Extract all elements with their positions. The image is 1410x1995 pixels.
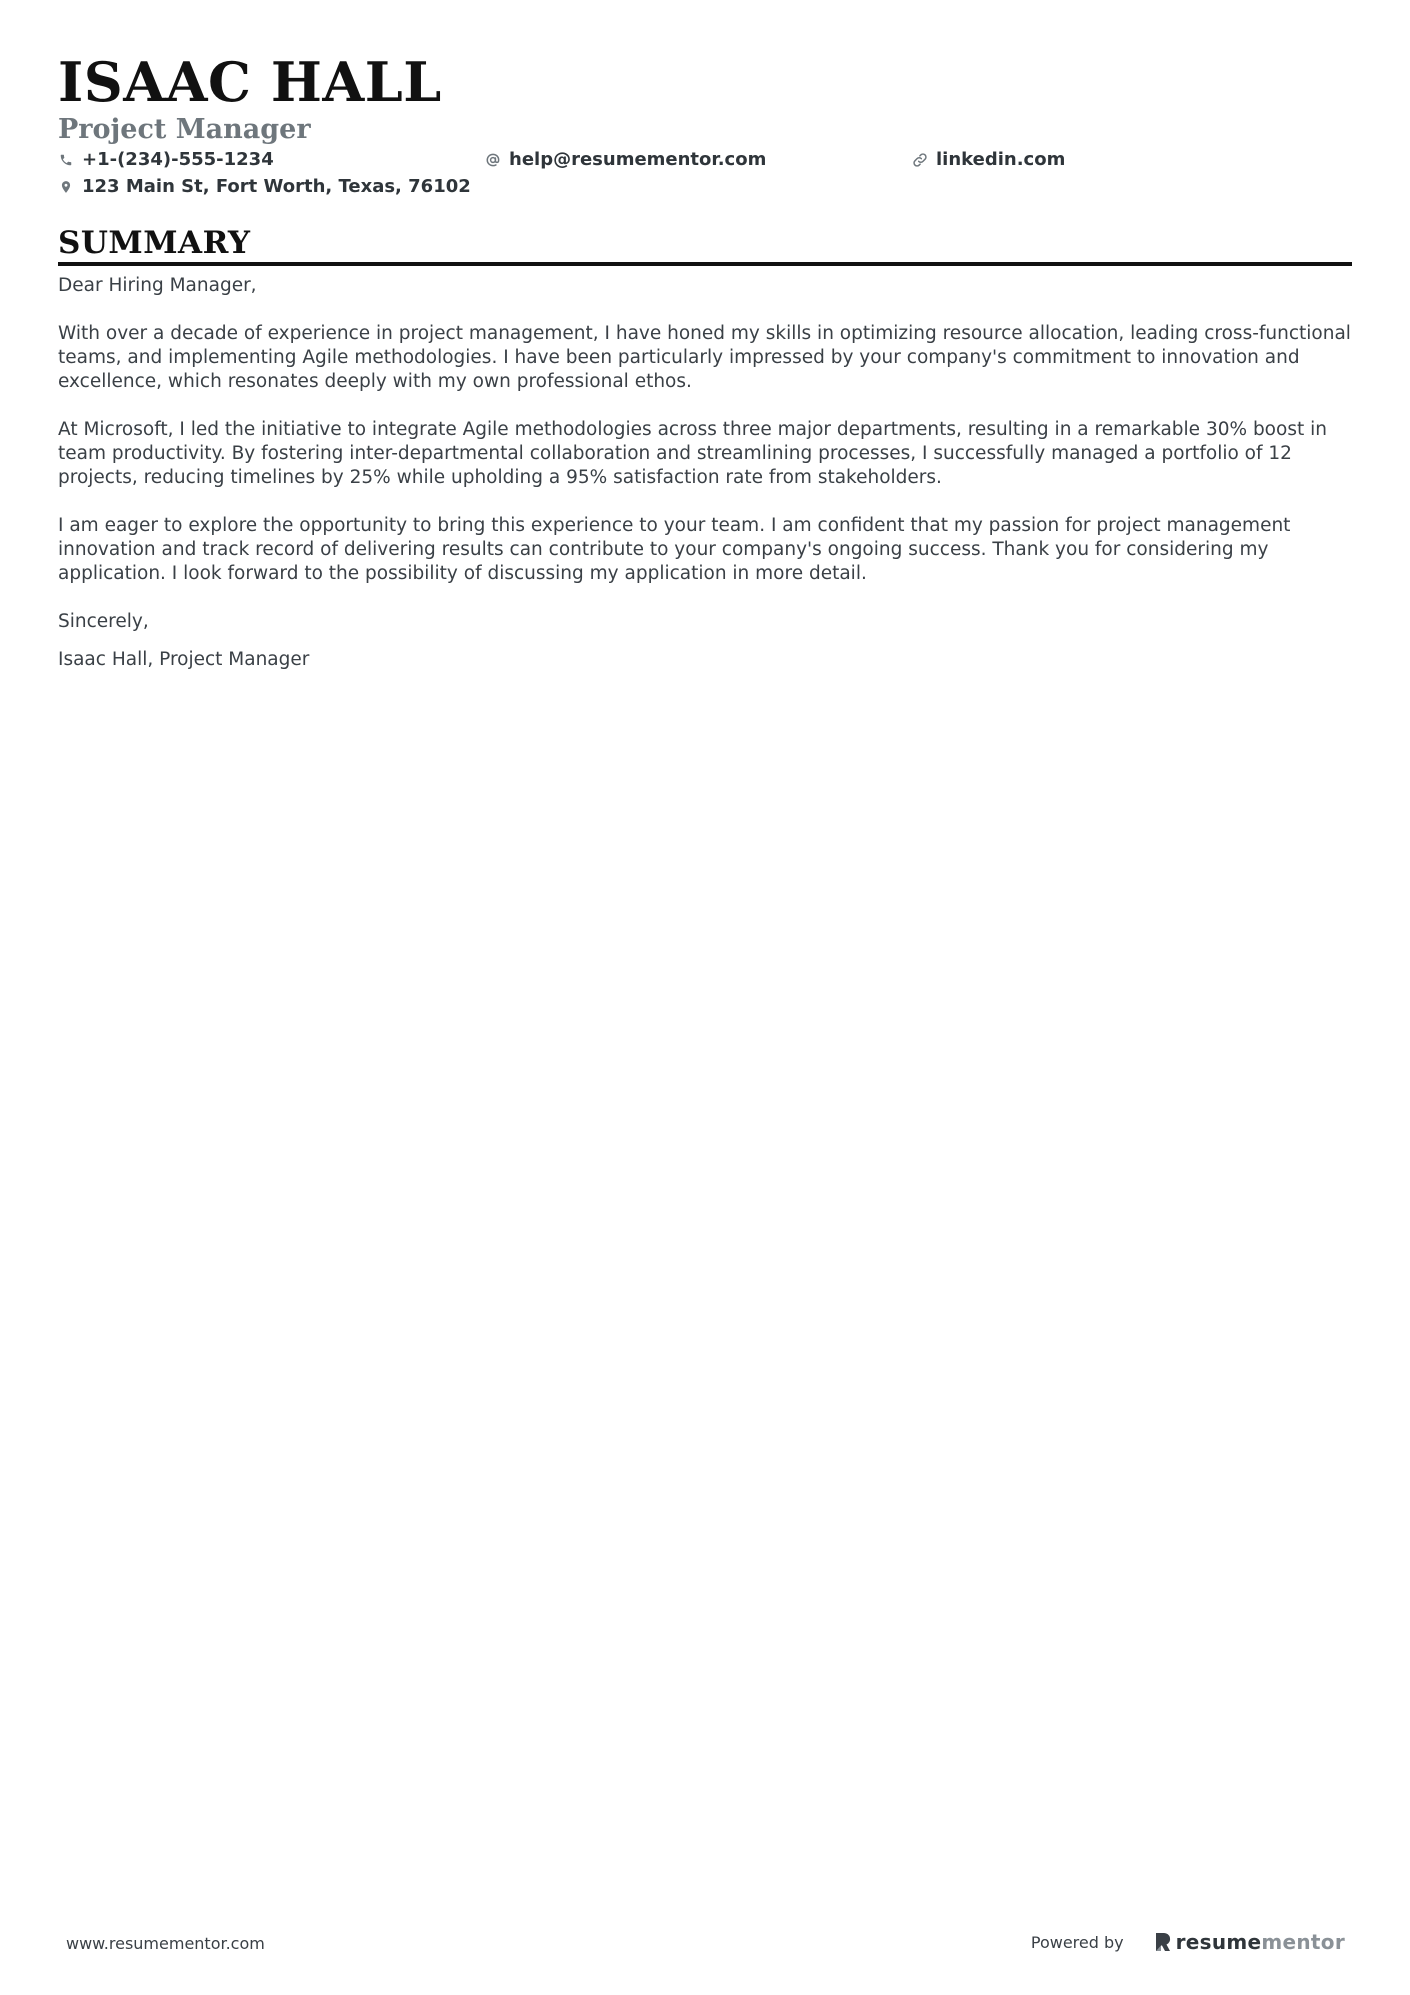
contact-info — [58, 148, 1352, 199]
contact-address — [58, 175, 485, 199]
summary-section-header — [58, 224, 1352, 266]
letter-body — [58, 274, 1352, 672]
phone-icon — [58, 152, 74, 168]
powered-by-label: Powered by — [1030, 1932, 1124, 1952]
paragraph-1: With over a decade of experience in project management, I have honed my skills in optimizing resource allocation, leading cross-functional teams, and implementing Agile methodologies. I have been particularly impressed by your company's commitment to innovation and excellence, which resonates deeply with my own professional ethos. — [58, 323, 1351, 392]
cover-letter-page — [58, 50, 1352, 696]
location-pin-icon — [58, 179, 74, 195]
website-text: linkedin.com — [936, 149, 1066, 170]
footer-website[interactable]: www.resumementor.com — [66, 1934, 265, 1953]
brand-text-resume: resume — [1175, 1930, 1262, 1954]
signature: Isaac Hall, Project Manager — [58, 649, 310, 670]
brand-logo[interactable] — [1154, 1930, 1345, 1954]
link-icon — [912, 152, 928, 168]
paragraph-2: At Microsoft, I led the initiative to integrate Agile methodologies across three major departments, resulting in a remarkable 30% boost in team productivity. By fostering inter-departmental collaboration and streamlining processes, I successfully managed a portfolio of 12 projects, reducing timelines by 25% while upholding a 95% satisfaction rate from stakeholders. — [58, 419, 1327, 488]
at-icon — [485, 152, 501, 168]
phone-text: +1-(234)-555-1234 — [82, 149, 274, 170]
resumementor-logo-icon — [1154, 1931, 1172, 1953]
greeting: Dear Hiring Manager, — [58, 275, 257, 296]
candidate-name: ISAAC HALL — [58, 50, 442, 114]
email-text: help@resumementor.com — [509, 149, 767, 170]
closing: Sincerely, — [58, 611, 149, 632]
address-text: 123 Main St, Fort Worth, Texas, 76102 — [82, 176, 471, 197]
contact-email — [485, 148, 912, 172]
contact-phone — [58, 148, 485, 172]
section-title: SUMMARY — [58, 225, 251, 261]
paragraph-3: I am eager to explore the opportunity to bring this experience to your team. I am confident that my passion for project management innovation and track record of delivering results can contribute to your company's ongoing success. Thank you for considering my application. I look forward to the possibility of discussing my application in more detail. — [58, 515, 1291, 584]
candidate-role: Project Manager — [58, 114, 311, 145]
contact-website — [912, 148, 1339, 172]
brand-text-mentor: mentor — [1261, 1930, 1345, 1954]
footer-branding — [1031, 1930, 1345, 1954]
